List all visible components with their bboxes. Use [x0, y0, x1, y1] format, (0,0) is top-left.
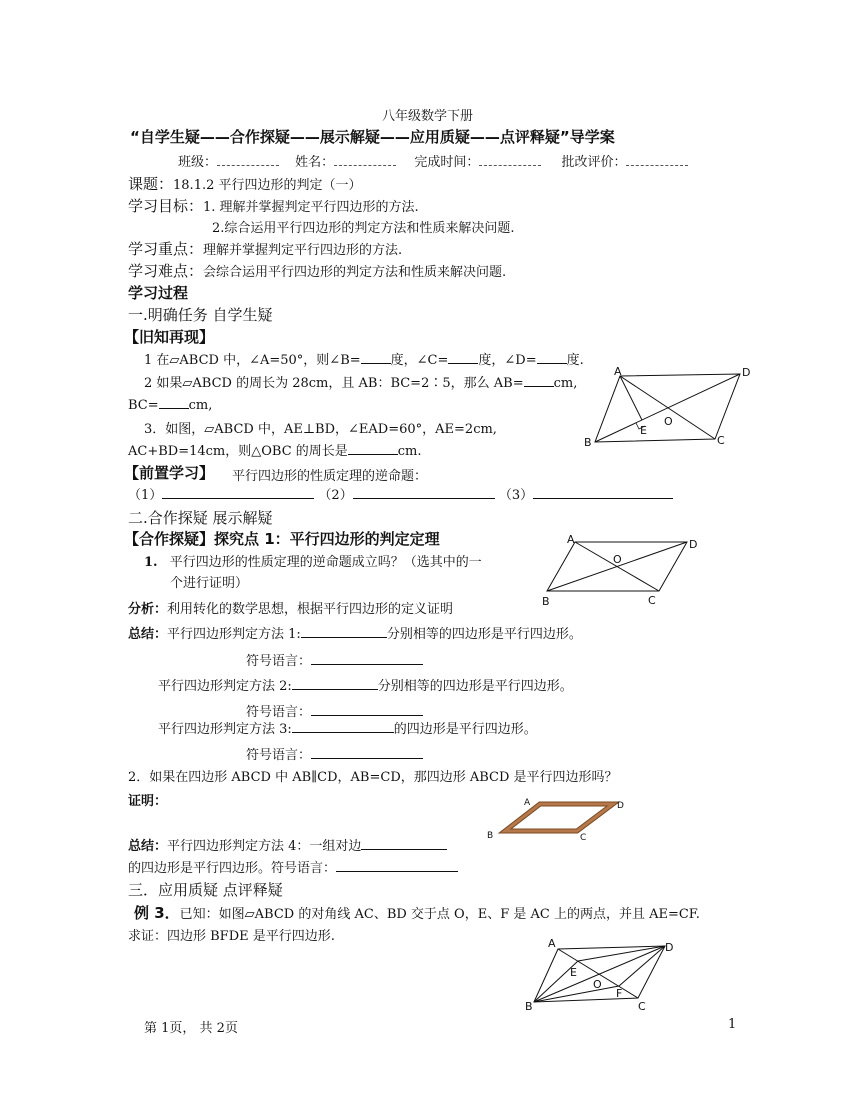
fig2-label-a: A — [567, 533, 575, 546]
method4-text-a: 平行四边形判定方法 4：一组对边 — [167, 839, 362, 854]
fig1-label-e: E — [640, 424, 647, 437]
review-q1-text-b: 度，∠C= — [390, 353, 449, 368]
review-q1-text-d: 度. — [566, 353, 584, 368]
review-q2-text-c: BC= — [128, 398, 159, 413]
review-q3-cont — [128, 440, 422, 459]
grade-label: 批改评价： — [561, 155, 627, 170]
review-q3-text-c: cm. — [397, 444, 422, 459]
fig2-label-c: C — [648, 594, 656, 607]
method2-text-b: 分别相等的四边形是平行四边形。 — [377, 679, 573, 694]
analysis-text: 利用转化的数学思想，根据平行四边形的定义证明 — [167, 602, 454, 617]
symbol-label-2: 符号语言： — [246, 705, 312, 720]
info-fields-row — [178, 151, 688, 170]
review-q1-text-c: 度，∠D= — [478, 353, 537, 368]
goals-label: 学习目标： — [128, 197, 204, 215]
review-q2-text-d: cm, — [188, 398, 213, 413]
analysis-line — [128, 598, 453, 617]
fig4-label-f: F — [616, 987, 623, 1000]
method1-text-a: 平行四边形判定方法 1: — [167, 627, 301, 642]
fig3-label-a: A — [524, 798, 531, 808]
pre-item-2-label: （2） — [318, 488, 353, 503]
topic-label: 课题： — [128, 175, 174, 193]
blank-angle-c[interactable] — [448, 350, 478, 364]
method4-blank[interactable] — [361, 836, 447, 850]
review-q2-text-b: cm, — [553, 376, 578, 391]
pre-study-items — [128, 484, 673, 503]
section2-heading: 二.合作探疑 展示解疑 — [128, 509, 273, 527]
example3-line — [134, 902, 700, 923]
fig4-label-a: A — [548, 937, 556, 950]
review-q1 — [144, 349, 584, 368]
review-q2 — [144, 372, 577, 391]
fig1-label-d: D — [742, 366, 751, 379]
goals-line — [128, 195, 419, 216]
fig1-label-o: O — [664, 415, 673, 428]
symbol-label-1: 符号语言： — [246, 654, 312, 669]
example3-label: 例 3． — [134, 904, 180, 922]
review-q2-cont — [128, 395, 212, 413]
difficulty-value: 会综合运用平行四边形的判定方法和性质来解决问题. — [203, 265, 507, 280]
method2-blank[interactable] — [292, 676, 378, 690]
time-blank[interactable] — [479, 153, 541, 166]
goal-item-1: 1. 理解并掌握判定平行四边形的方法. — [203, 200, 419, 215]
fig2-label-d: D — [689, 538, 698, 551]
topic-line — [128, 173, 362, 194]
method1-blank[interactable] — [301, 624, 387, 638]
difficulty-label: 学习难点： — [128, 262, 204, 280]
explore-q1-text: 平行四边形的性质定理的逆命题成立吗？（选其中的一 — [169, 555, 482, 570]
footer-page-number: 1 — [728, 1017, 737, 1032]
method2-line — [158, 675, 573, 694]
method3-text-a: 平行四边形判定方法 3: — [158, 722, 292, 737]
fig2-label-o: O — [613, 553, 622, 566]
process-heading: 学习过程 — [128, 284, 189, 302]
blank-ab[interactable] — [524, 373, 554, 387]
method3-blank[interactable] — [292, 719, 394, 733]
review-q1-text-a: 1 在▱ABCD 中，∠A=50°，则∠B= — [144, 353, 361, 368]
symbol-line-3 — [246, 744, 423, 763]
pre-item-2-blank[interactable] — [353, 485, 495, 499]
fig3-label-b: B — [487, 831, 494, 841]
pre-study-text: 平行四边形的性质定理的逆命题： — [232, 469, 428, 484]
time-label: 完成时间： — [414, 155, 480, 170]
class-label: 班级： — [178, 155, 218, 170]
symbol-blank-3[interactable] — [311, 745, 423, 759]
method1-line — [128, 623, 582, 642]
fig1-label-b: B — [584, 436, 592, 449]
name-label: 姓名： — [295, 155, 335, 170]
summary-label: 总结： — [128, 627, 168, 642]
proof-label: 证明： — [128, 794, 168, 809]
fig2-label-b: B — [542, 595, 550, 608]
section1-heading: 一.明确任务 自学生疑 — [128, 306, 273, 324]
figure-parallelogram-bfde — [520, 934, 680, 1014]
blank-bc[interactable] — [159, 395, 189, 409]
fig4-label-c: C — [638, 1000, 646, 1013]
review-q2-text-a: 2 如果▱ABCD 的周长为 28cm，且 AB：BC=2∶5，那么 AB= — [144, 376, 524, 391]
section3-heading: 三．应用质疑 点评释疑 — [128, 881, 283, 899]
pre-study-title: 【前置学习】 — [124, 464, 215, 482]
method4-text-b: 的四边形是平行四边形。符号语言： — [128, 861, 337, 876]
footer-page-info: 第 1页， 共 2页 — [144, 1021, 238, 1036]
fig3-label-c: C — [580, 833, 587, 843]
method2-text-a: 平行四边形判定方法 2: — [158, 679, 292, 694]
symbol-line-1 — [246, 650, 423, 669]
symbol-blank-1[interactable] — [311, 651, 423, 665]
fig1-label-a: A — [614, 365, 622, 378]
explore-title: 【合作探疑】探究点 1：平行四边形的判定定理 — [124, 530, 440, 548]
blank-angle-b[interactable] — [361, 350, 391, 364]
figure-brown-parallelogram — [484, 795, 632, 845]
grade-blank[interactable] — [626, 153, 688, 166]
fig4-label-o: O — [593, 978, 602, 991]
analysis-label: 分析： — [128, 602, 168, 617]
blank-angle-d[interactable] — [537, 350, 567, 364]
method4-symbol-blank[interactable] — [336, 858, 458, 872]
page-title: “自学生疑——合作探疑——展示解疑——应用质疑——点评释疑”导学案 — [130, 128, 615, 146]
key-point-line — [128, 238, 402, 259]
fig4-label-b: B — [525, 1000, 533, 1013]
fig3-label-d: D — [617, 801, 624, 811]
fig4-label-d: D — [665, 941, 674, 954]
name-blank[interactable] — [334, 153, 396, 166]
class-blank[interactable] — [217, 153, 279, 166]
key-point-label: 学习重点： — [128, 240, 204, 258]
explore-q2: 2．如果在四边形 ABCD 中 AB∥CD，AB=CD，那四边形 ABCD 是平行四边形吗？ — [128, 770, 618, 785]
subject-line: 八年级数学下册 — [382, 109, 474, 124]
method4-cont — [128, 857, 458, 876]
figure-parallelogram-diagonals — [538, 532, 708, 614]
example3-text: 已知：如图▱ABCD 的对角线 AC、BD 交于点 O，E、F 是 AC 上的两点，并且 AE=CF. — [179, 907, 700, 922]
method3-text-b: 的四边形是平行四边形。 — [393, 722, 537, 737]
goal-item-2: 2.综合运用平行四边形的判定方法和性质来解决问题. — [212, 221, 515, 236]
fig4-label-e: E — [570, 966, 577, 979]
example3-prove: 求证：四边形 BFDE 是平行四边形. — [128, 929, 335, 944]
pre-item-1-blank[interactable] — [162, 485, 314, 499]
method3-line — [158, 718, 537, 737]
pre-item-1-label: （1） — [128, 488, 163, 503]
symbol-blank-2[interactable] — [311, 702, 423, 716]
review-title: 【旧知再现】 — [124, 328, 215, 346]
difficulty-line — [128, 260, 506, 281]
review-q3: 3．如图，▱ABCD 中，AE⊥BD，∠EAD=60°，AE=2cm, — [144, 422, 497, 437]
method1-text-b: 分别相等的四边形是平行四边形。 — [386, 627, 582, 642]
explore-q1 — [144, 551, 482, 570]
pre-item-3-label: （3） — [498, 488, 534, 503]
pre-item-3-blank[interactable] — [533, 485, 673, 499]
summary-label-2: 总结： — [128, 839, 168, 854]
fig1-label-c: C — [717, 434, 725, 447]
explore-q1-number: 1. — [144, 555, 158, 570]
key-point-value: 理解并掌握判定平行四边形的方法. — [203, 243, 403, 258]
method4-line — [128, 835, 447, 854]
blank-perimeter[interactable] — [348, 441, 398, 455]
explore-q1-cont: 个进行证明） — [170, 576, 249, 591]
figure-parallelogram-ae-perp-bd — [578, 362, 758, 462]
topic-value: 18.1.2 平行四边形的判定（一） — [173, 178, 362, 193]
review-q3-text-b: AC+BD=14cm，则△OBC 的周长是 — [128, 444, 348, 459]
symbol-label-3: 符号语言： — [246, 748, 312, 763]
